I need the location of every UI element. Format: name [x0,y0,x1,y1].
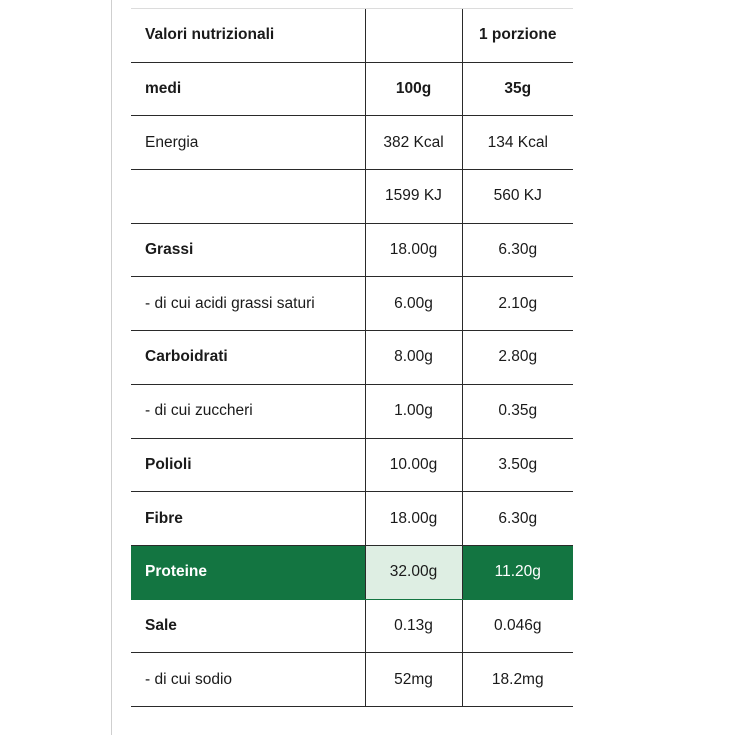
table-row [131,653,573,707]
row-per100: 18.00g [365,492,462,546]
row-per100: 1.00g [365,384,462,438]
row-per100: 0.13g [365,599,462,653]
row-per100: 6.00g [365,277,462,331]
header-portion: 1 porzione [462,9,573,62]
table-row [131,599,573,653]
table-row [131,223,573,277]
row-portion: 11.20g [462,545,573,599]
row-label: Proteine [131,545,365,599]
table-subheader-row [131,62,573,116]
row-label: Grassi [131,223,365,277]
row-portion: 560 KJ [462,170,573,224]
header-label: Valori nutrizionali [131,9,365,62]
table-row [131,492,573,546]
page-left-border [111,0,112,735]
row-label [131,170,365,224]
row-portion: 3.50g [462,438,573,492]
row-portion: 6.30g [462,223,573,277]
table-row [131,331,573,385]
row-portion: 6.30g [462,492,573,546]
row-portion: 2.10g [462,277,573,331]
row-per100: 18.00g [365,223,462,277]
row-label: Energia [131,116,365,170]
row-per100: 32.00g [365,545,462,599]
table-row [131,170,573,224]
row-portion: 18.2mg [462,653,573,707]
row-label: Polioli [131,438,365,492]
row-label: Fibre [131,492,365,546]
subheader-per100: 100g [365,62,462,116]
subheader-label: medi [131,62,365,116]
table-row [131,384,573,438]
row-label: - di cui sodio [131,653,365,707]
row-portion: 0.35g [462,384,573,438]
row-label: Carboidrati [131,331,365,385]
row-portion: 0.046g [462,599,573,653]
header-per100 [365,9,462,62]
row-per100: 8.00g [365,331,462,385]
row-label: - di cui zuccheri [131,384,365,438]
table-header-row [131,9,573,62]
row-portion: 2.80g [462,331,573,385]
table-row [131,116,573,170]
table-row [131,438,573,492]
table-row-highlighted [131,545,573,599]
table-row [131,277,573,331]
row-per100: 382 Kcal [365,116,462,170]
row-label: Sale [131,599,365,653]
nutrition-table [131,9,573,707]
row-per100: 10.00g [365,438,462,492]
row-per100: 52mg [365,653,462,707]
row-portion: 134 Kcal [462,116,573,170]
row-per100: 1599 KJ [365,170,462,224]
subheader-portion: 35g [462,62,573,116]
row-label: - di cui acidi grassi saturi [131,277,365,331]
